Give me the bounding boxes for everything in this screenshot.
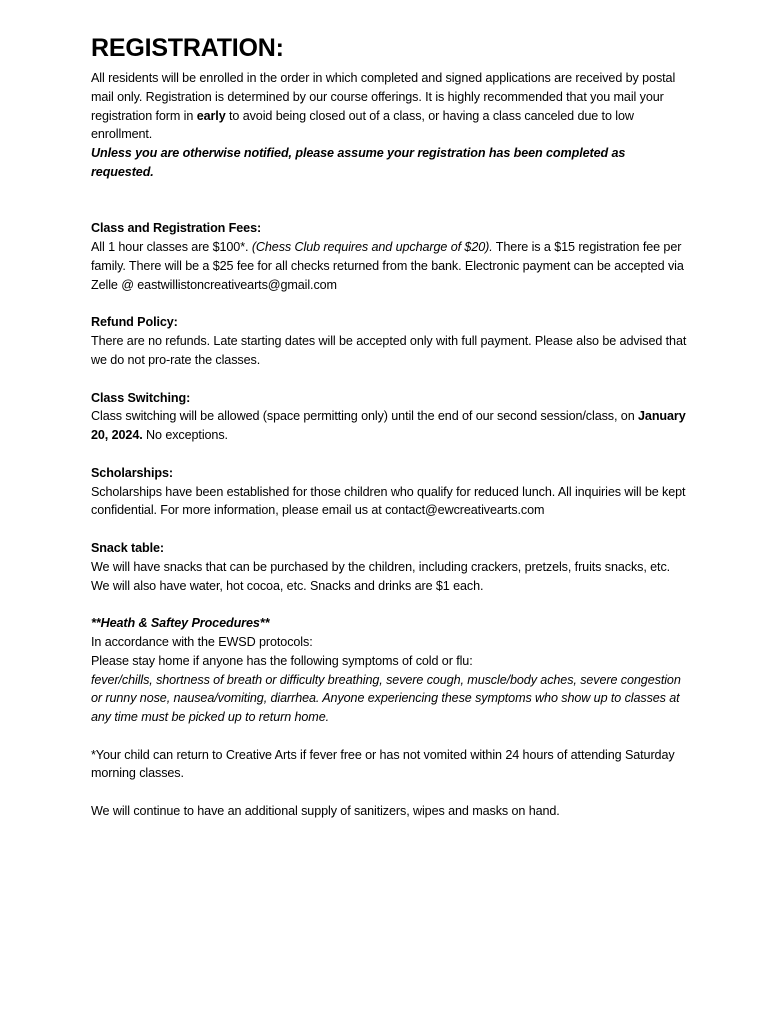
scholarships-section — [91, 464, 691, 520]
snack-section — [91, 539, 691, 595]
intro-emphasis-early: early — [196, 108, 226, 123]
snack-text: We will have snacks that can be purchased by the children, including crackers, pretzels, fruits snacks, etc. We will also have water, hot cocoa, etc. Snacks and drinks are $1 each. — [91, 559, 671, 593]
scholarships-heading: Scholarships: — [91, 465, 173, 480]
switching-deadline: January 20, 2024. — [91, 409, 686, 443]
scholarships-text: Scholarships have been established for those children who qualify for reduced lunch. All inquiries will be kept confidential. For more information, please email us at contact@ewcreativearts.com — [91, 484, 686, 518]
switching-section — [91, 389, 691, 445]
health-symptoms: fever/chills, shortness of breath or difficulty breathing, severe cough, muscle/body aches, severe congestion or runny nose, nausea/vomiting, diarrhea. Anyone experiencing these symptoms who show up to classes at any time must be picked up to return home. — [91, 672, 681, 725]
intro-paragraph — [91, 69, 691, 144]
fees-text-start: All 1 hour classes are $100*. — [91, 240, 252, 255]
switching-text-start: Class switching will be allowed (space permitting only) until the end of our second session/class, on — [91, 409, 639, 424]
health-heading: **Heath & Saftey Procedures** — [91, 616, 270, 631]
fever-note: *Your child can return to Creative Arts if fever free or has not vomited within 24 hours of attending Saturday morning classes. — [91, 747, 675, 781]
fever-note-section — [91, 746, 691, 784]
fees-chess-note: (Chess Club requires and upcharge of $20). — [251, 240, 493, 255]
intro-notice: Unless you are otherwise notified, please assume your registration has been completed as requested. — [91, 146, 626, 179]
health-section — [91, 614, 691, 727]
fees-text — [91, 238, 691, 294]
switching-heading: Class Switching: — [91, 390, 191, 405]
refund-text: There are no refunds. Late starting dates will be accepted only with full payment. Please also be advised that we do not pro-rate the classes. — [91, 334, 687, 367]
health-stay-home-line: Please stay home if anyone has the following symptoms of cold or flu: — [91, 653, 473, 668]
spacer — [91, 182, 691, 220]
refund-heading: Refund Policy: — [91, 315, 178, 330]
supplies-note-section — [91, 802, 691, 821]
intro-text-end: to avoid being closed out of a class, or having a class canceled due to low enrollment. — [91, 108, 634, 142]
snack-heading: Snack table: — [91, 540, 164, 555]
document-body — [91, 32, 691, 840]
fees-text-end: There is a $15 registration fee per family. There will be a $25 fee for all checks returned from the bank. Electronic payment can be accepted via Zelle @ eastwillistoncreativearts@gmail.com — [91, 240, 684, 292]
health-protocol-line: In accordance with the EWSD protocols: — [91, 634, 313, 649]
switching-text — [91, 407, 691, 445]
refund-section — [91, 313, 691, 369]
intro-text-start: All residents will be enrolled in the order in which completed and signed applications are received by postal mail only. Registration is determined by our course offerings. It is highly recommended that you mail your registration form in — [91, 71, 676, 123]
fees-heading: Class and Registration Fees: — [91, 221, 262, 236]
fees-section — [91, 219, 691, 294]
switching-text-end: No exceptions. — [142, 428, 228, 443]
page-title: REGISTRATION: — [91, 34, 284, 62]
supplies-note: We will continue to have an additional supply of sanitizers, wipes and masks on hand. — [91, 804, 560, 819]
